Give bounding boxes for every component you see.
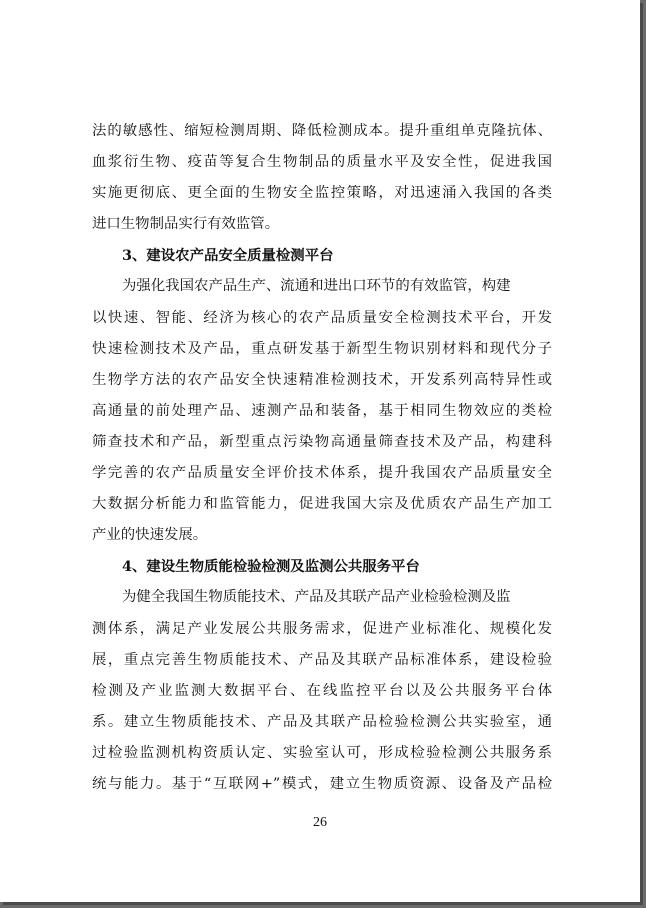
text-line: 进口生物制品实行有效监管。 xyxy=(92,216,280,233)
text-line: 为强化我国农产品生产、流通和进出口环节的有效监管，构建 xyxy=(122,278,511,295)
section-heading: 3、建设农产品安全质量检测平台 xyxy=(122,247,334,265)
text-line: 高通量的前处理产品、速测产品和装备，基于相同生物效应的类检 xyxy=(92,402,552,419)
text-line: 为健全我国生物质能技术、产品及其联产品产业检验检测及监 xyxy=(122,589,511,606)
text-line: 生物学方法的农产品安全快速精准检测技术，开发系列高特异性或 xyxy=(92,371,552,388)
text-line: 测体系，满足产业发展公共服务需求，促进产业标准化、规模化发 xyxy=(92,620,552,637)
section-heading: 4、建设生物质能检验检测及监测公共服务平台 xyxy=(122,558,420,576)
text-line: 统与能力。基于“互联网+”模式，建立生物质资源、设备及产品检 xyxy=(92,775,552,792)
text-line: 以快速、智能、经济为核心的农产品质量安全检测技术平台，开发 xyxy=(92,309,552,326)
text-line: 大数据分析能力和监管能力，促进我国大宗及优质农产品生产加工 xyxy=(92,496,552,513)
text-line: 学完善的农产品质量安全评价技术体系，提升我国农产品质量安全 xyxy=(92,465,552,482)
page-number: 26 xyxy=(313,815,327,830)
text-line: 检测及产业监测大数据平台、在线监控平台以及公共服务平台体 xyxy=(92,682,552,699)
body-text xyxy=(92,116,552,800)
text-line: 筛查技术和产品，新型重点污染物高通量筛查技术及产品，构建科 xyxy=(92,433,552,450)
text-line: 系。建立生物质能技术、产品及其联产品检验检测公共实验室，通 xyxy=(92,713,552,730)
text-line: 产业的快速发展。 xyxy=(92,527,208,544)
text-line: 过检验监测机构资质认定、实验室认可，形成检验检测公共服务系 xyxy=(92,744,552,761)
text-line: 法的敏感性、缩短检测周期、降低检测成本。提升重组单克隆抗体、 xyxy=(92,123,552,139)
text-line: 血浆衍生物、疫苗等复合生物制品的质量水平及安全性，促进我国 xyxy=(92,154,552,171)
text-line: 快速检测技术及产品，重点研发基于新型生物识别材料和现代分子 xyxy=(92,340,552,357)
text-line: 实施更彻底、更全面的生物安全监控策略，对迅速涌入我国的各类 xyxy=(92,185,552,202)
text-line: 展，重点完善生物质能技术、产品及其联产品标准体系，建设检验 xyxy=(92,651,552,668)
